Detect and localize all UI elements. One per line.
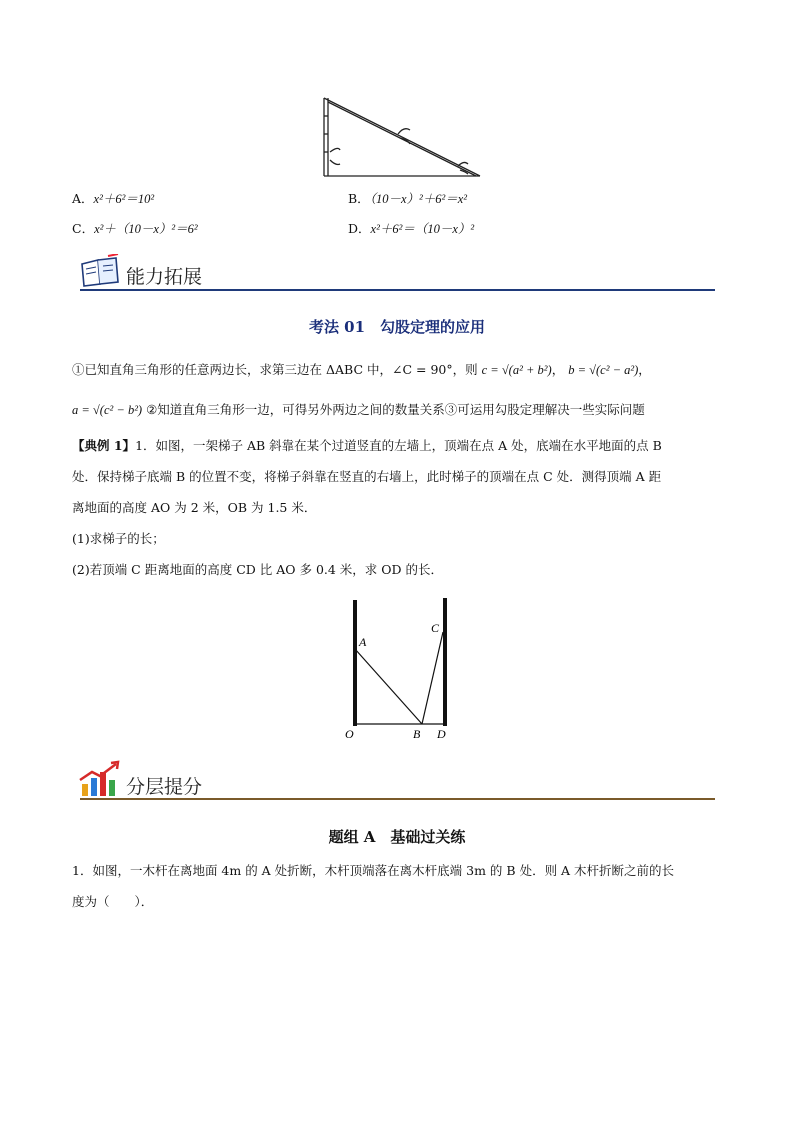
example-question-1: (1)求梯子的长； — [72, 531, 165, 546]
example-line-3: 离地面的高度 AO 为 2 米，OB 为 1.5 米． — [72, 500, 317, 515]
example-line-2: 处．保持梯子底端 B 的位置不变，将梯子斜靠在竖直的右墙上，此时梯子的顶端在点 C 处．测得顶端 A 距 — [72, 469, 662, 484]
option-a: A．x²＋6²＝10² — [72, 191, 155, 206]
option-c: C．x²＋（10－x）²＝6² — [72, 221, 198, 236]
method-title: 考法 01 勾股定理的应用 — [308, 318, 486, 336]
bar-chart-arrow-icon — [78, 760, 122, 798]
ability-header-rule — [80, 289, 715, 291]
layered-header-rule — [80, 798, 715, 800]
problem-1-line-2: 度为（ ）． — [72, 894, 154, 909]
book-icon — [78, 254, 122, 290]
point-d-label: D — [437, 727, 446, 741]
example-line-1: 【典例 1】1．如图，一架梯子 AB 斜靠在某个过道竖直的左墙上，顶端在点 A 处，底端在水平地面的点 B — [72, 438, 662, 453]
example-question-2: (2)若顶端 C 距离地面的高度 CD 比 AO 多 0.4 米，求 OD 的长． — [72, 562, 444, 577]
option-b: B．（10－x）²＋6²＝x² — [348, 191, 468, 206]
group-title: 题组 A 基础过关练 — [328, 828, 466, 846]
option-d: D．x²＋6²＝（10－x）² — [348, 221, 475, 236]
point-c-label: C — [431, 621, 440, 635]
bamboo-triangle-figure — [310, 92, 495, 182]
method-line-2: a = √(c² − b²) ②知道直角三角形一边，可得另外两边之间的数量关系③可运用勾股定理解决一些实际问题 — [72, 402, 645, 417]
point-a-label: A — [359, 635, 367, 649]
point-b-label: B — [413, 727, 421, 741]
ability-header-title: 能力拓展 — [126, 266, 203, 288]
ladder-figure — [340, 594, 460, 744]
layered-header-title: 分层提分 — [126, 776, 203, 798]
problem-1-line-1: 1．如图，一木杆在离地面 4m 的 A 处折断，木杆顶端落在离木杆底端 3m 的 B 处．则 A 木杆折断之前的长 — [72, 863, 675, 878]
method-line-1: ①已知直角三角形的任意两边长，求第三边在 ΔABC 中，∠C = 90°，则 c = √(a² + b²)， b = √(c² − a²)， — [72, 362, 651, 377]
point-o-label: O — [345, 727, 354, 741]
